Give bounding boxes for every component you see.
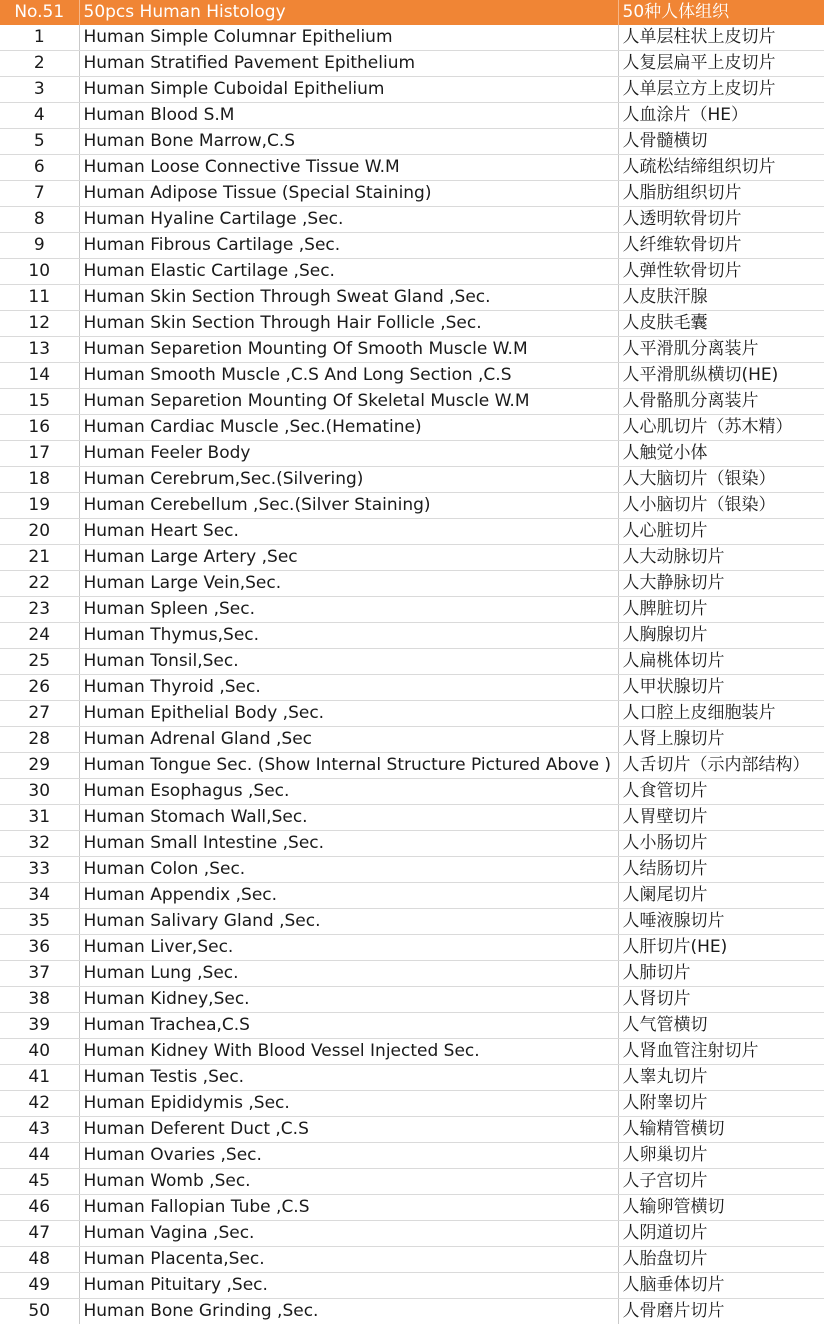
row-english-name: Human Simple Cuboidal Epithelium <box>79 77 618 103</box>
table-row <box>0 883 824 909</box>
row-number: 25 <box>0 649 79 675</box>
row-number: 15 <box>0 389 79 415</box>
table-row <box>0 311 824 337</box>
row-english-name: Human Elastic Cartilage ,Sec. <box>79 259 618 285</box>
table-header <box>0 0 824 25</box>
table-row <box>0 831 824 857</box>
row-number: 38 <box>0 987 79 1013</box>
row-number: 30 <box>0 779 79 805</box>
row-chinese-name: 人胃壁切片 <box>618 805 824 831</box>
row-english-name: Human Smooth Muscle ,C.S And Long Section ,C.S <box>79 363 618 389</box>
row-chinese-name: 人卵巢切片 <box>618 1143 824 1169</box>
row-chinese-name: 人脑垂体切片 <box>618 1273 824 1299</box>
header-chinese-title: 50种人体组织 <box>618 0 824 25</box>
row-chinese-name: 人食管切片 <box>618 779 824 805</box>
row-english-name: Human Blood S.M <box>79 103 618 129</box>
row-chinese-name: 人复层扁平上皮切片 <box>618 51 824 77</box>
row-number: 32 <box>0 831 79 857</box>
table-row <box>0 51 824 77</box>
row-english-name: Human Lung ,Sec. <box>79 961 618 987</box>
row-chinese-name: 人脾脏切片 <box>618 597 824 623</box>
row-english-name: Human Appendix ,Sec. <box>79 883 618 909</box>
table-body <box>0 25 824 1324</box>
table-row <box>0 1117 824 1143</box>
table-row <box>0 77 824 103</box>
table-row <box>0 129 824 155</box>
row-chinese-name: 人结肠切片 <box>618 857 824 883</box>
row-chinese-name: 人平滑肌纵横切(HE) <box>618 363 824 389</box>
row-english-name: Human Tongue Sec. (Show Internal Structure Pictured Above ) <box>79 753 618 779</box>
row-number: 31 <box>0 805 79 831</box>
row-number: 36 <box>0 935 79 961</box>
table-row <box>0 1195 824 1221</box>
table-row <box>0 987 824 1013</box>
table-row <box>0 155 824 181</box>
row-english-name: Human Bone Marrow,C.S <box>79 129 618 155</box>
row-english-name: Human Adrenal Gland ,Sec <box>79 727 618 753</box>
row-number: 16 <box>0 415 79 441</box>
row-english-name: Human Liver,Sec. <box>79 935 618 961</box>
row-chinese-name: 人骨磨片切片 <box>618 1299 824 1324</box>
row-number: 3 <box>0 77 79 103</box>
row-english-name: Human Womb ,Sec. <box>79 1169 618 1195</box>
table-row <box>0 493 824 519</box>
table-row <box>0 1143 824 1169</box>
row-chinese-name: 人肾上腺切片 <box>618 727 824 753</box>
table-row <box>0 1065 824 1091</box>
row-number: 35 <box>0 909 79 935</box>
row-english-name: Human Feeler Body <box>79 441 618 467</box>
row-chinese-name: 人平滑肌分离装片 <box>618 337 824 363</box>
row-chinese-name: 人骨骼肌分离装片 <box>618 389 824 415</box>
table-row <box>0 1273 824 1299</box>
row-number: 9 <box>0 233 79 259</box>
row-chinese-name: 人心肌切片（苏木精） <box>618 415 824 441</box>
row-number: 42 <box>0 1091 79 1117</box>
row-english-name: Human Cerebrum,Sec.(Silvering) <box>79 467 618 493</box>
header-row <box>0 0 824 25</box>
row-english-name: Human Bone Grinding ,Sec. <box>79 1299 618 1324</box>
table-row <box>0 1221 824 1247</box>
row-number: 50 <box>0 1299 79 1324</box>
row-english-name: Human Skin Section Through Hair Follicle ,Sec. <box>79 311 618 337</box>
row-english-name: Human Separetion Mounting Of Smooth Muscle W.M <box>79 337 618 363</box>
table-row <box>0 519 824 545</box>
table-row <box>0 857 824 883</box>
row-number: 47 <box>0 1221 79 1247</box>
table-row <box>0 259 824 285</box>
row-number: 18 <box>0 467 79 493</box>
row-english-name: Human Epididymis ,Sec. <box>79 1091 618 1117</box>
row-chinese-name: 人气管横切 <box>618 1013 824 1039</box>
row-number: 10 <box>0 259 79 285</box>
row-english-name: Human Heart Sec. <box>79 519 618 545</box>
row-number: 13 <box>0 337 79 363</box>
row-chinese-name: 人大静脉切片 <box>618 571 824 597</box>
table-row <box>0 233 824 259</box>
row-english-name: Human Deferent Duct ,C.S <box>79 1117 618 1143</box>
row-english-name: Human Cardiac Muscle ,Sec.(Hematine) <box>79 415 618 441</box>
row-english-name: Human Thyroid ,Sec. <box>79 675 618 701</box>
row-chinese-name: 人心脏切片 <box>618 519 824 545</box>
row-english-name: Human Fallopian Tube ,C.S <box>79 1195 618 1221</box>
table-row <box>0 467 824 493</box>
row-chinese-name: 人甲状腺切片 <box>618 675 824 701</box>
row-number: 46 <box>0 1195 79 1221</box>
row-chinese-name: 人大脑切片（银染） <box>618 467 824 493</box>
table-row <box>0 727 824 753</box>
row-chinese-name: 人小肠切片 <box>618 831 824 857</box>
table-row <box>0 1013 824 1039</box>
table-row <box>0 285 824 311</box>
row-english-name: Human Loose Connective Tissue W.M <box>79 155 618 181</box>
row-english-name: Human Esophagus ,Sec. <box>79 779 618 805</box>
row-chinese-name: 人纤维软骨切片 <box>618 233 824 259</box>
row-chinese-name: 人小脑切片（银染） <box>618 493 824 519</box>
row-number: 23 <box>0 597 79 623</box>
row-number: 5 <box>0 129 79 155</box>
row-english-name: Human Tonsil,Sec. <box>79 649 618 675</box>
table-row <box>0 441 824 467</box>
row-english-name: Human Stratified Pavement Epithelium <box>79 51 618 77</box>
row-english-name: Human Colon ,Sec. <box>79 857 618 883</box>
row-english-name: Human Adipose Tissue (Special Staining) <box>79 181 618 207</box>
table-row <box>0 623 824 649</box>
row-chinese-name: 人胸腺切片 <box>618 623 824 649</box>
row-number: 19 <box>0 493 79 519</box>
table-row <box>0 1169 824 1195</box>
row-number: 43 <box>0 1117 79 1143</box>
table-row <box>0 909 824 935</box>
row-chinese-name: 人骨髓横切 <box>618 129 824 155</box>
table-row <box>0 961 824 987</box>
table-row <box>0 805 824 831</box>
row-chinese-name: 人舌切片（示内部结构） <box>618 753 824 779</box>
row-number: 8 <box>0 207 79 233</box>
row-english-name: Human Hyaline Cartilage ,Sec. <box>79 207 618 233</box>
table-row <box>0 103 824 129</box>
row-number: 1 <box>0 25 79 51</box>
row-chinese-name: 人子宫切片 <box>618 1169 824 1195</box>
row-number: 49 <box>0 1273 79 1299</box>
row-chinese-name: 人大动脉切片 <box>618 545 824 571</box>
row-chinese-name: 人睾丸切片 <box>618 1065 824 1091</box>
row-chinese-name: 人唾液腺切片 <box>618 909 824 935</box>
row-english-name: Human Pituitary ,Sec. <box>79 1273 618 1299</box>
table-row <box>0 389 824 415</box>
row-english-name: Human Salivary Gland ,Sec. <box>79 909 618 935</box>
table-row <box>0 363 824 389</box>
row-number: 4 <box>0 103 79 129</box>
row-number: 12 <box>0 311 79 337</box>
row-chinese-name: 人阑尾切片 <box>618 883 824 909</box>
row-number: 33 <box>0 857 79 883</box>
row-number: 28 <box>0 727 79 753</box>
row-english-name: Human Kidney,Sec. <box>79 987 618 1013</box>
row-chinese-name: 人皮肤汗腺 <box>618 285 824 311</box>
row-chinese-name: 人口腔上皮细胞装片 <box>618 701 824 727</box>
row-english-name: Human Trachea,C.S <box>79 1013 618 1039</box>
row-number: 39 <box>0 1013 79 1039</box>
row-english-name: Human Thymus,Sec. <box>79 623 618 649</box>
table-row <box>0 935 824 961</box>
row-number: 24 <box>0 623 79 649</box>
header-number: No.51 <box>0 0 79 25</box>
row-english-name: Human Spleen ,Sec. <box>79 597 618 623</box>
header-english-title: 50pcs Human Histology <box>79 0 618 25</box>
row-english-name: Human Stomach Wall,Sec. <box>79 805 618 831</box>
table-row <box>0 675 824 701</box>
table-row <box>0 415 824 441</box>
row-chinese-name: 人脂肪组织切片 <box>618 181 824 207</box>
row-number: 17 <box>0 441 79 467</box>
row-number: 21 <box>0 545 79 571</box>
row-number: 27 <box>0 701 79 727</box>
row-english-name: Human Vagina ,Sec. <box>79 1221 618 1247</box>
row-english-name: Human Fibrous Cartilage ,Sec. <box>79 233 618 259</box>
row-number: 6 <box>0 155 79 181</box>
row-number: 40 <box>0 1039 79 1065</box>
row-number: 7 <box>0 181 79 207</box>
row-chinese-name: 人肝切片(HE) <box>618 935 824 961</box>
table-row <box>0 597 824 623</box>
row-number: 37 <box>0 961 79 987</box>
table-row <box>0 649 824 675</box>
row-chinese-name: 人阴道切片 <box>618 1221 824 1247</box>
row-number: 2 <box>0 51 79 77</box>
row-chinese-name: 人血涂片（HE） <box>618 103 824 129</box>
table-row <box>0 1091 824 1117</box>
row-english-name: Human Simple Columnar Epithelium <box>79 25 618 51</box>
row-number: 45 <box>0 1169 79 1195</box>
row-chinese-name: 人触觉小体 <box>618 441 824 467</box>
row-chinese-name: 人扁桃体切片 <box>618 649 824 675</box>
row-number: 11 <box>0 285 79 311</box>
row-chinese-name: 人肾切片 <box>618 987 824 1013</box>
table-row <box>0 753 824 779</box>
row-number: 20 <box>0 519 79 545</box>
row-english-name: Human Epithelial Body ,Sec. <box>79 701 618 727</box>
row-number: 14 <box>0 363 79 389</box>
row-number: 34 <box>0 883 79 909</box>
row-chinese-name: 人单层立方上皮切片 <box>618 77 824 103</box>
row-english-name: Human Placenta,Sec. <box>79 1247 618 1273</box>
row-number: 41 <box>0 1065 79 1091</box>
row-number: 29 <box>0 753 79 779</box>
row-chinese-name: 人疏松结缔组织切片 <box>618 155 824 181</box>
table-row <box>0 701 824 727</box>
row-chinese-name: 人肺切片 <box>618 961 824 987</box>
row-chinese-name: 人输卵管横切 <box>618 1195 824 1221</box>
table-row <box>0 25 824 51</box>
row-english-name: Human Ovaries ,Sec. <box>79 1143 618 1169</box>
row-chinese-name: 人胎盘切片 <box>618 1247 824 1273</box>
row-chinese-name: 人单层柱状上皮切片 <box>618 25 824 51</box>
table-row <box>0 1039 824 1065</box>
table-row <box>0 181 824 207</box>
row-number: 48 <box>0 1247 79 1273</box>
table-row <box>0 207 824 233</box>
row-english-name: Human Large Artery ,Sec <box>79 545 618 571</box>
row-chinese-name: 人透明软骨切片 <box>618 207 824 233</box>
row-number: 26 <box>0 675 79 701</box>
table-row <box>0 1247 824 1273</box>
row-english-name: Human Large Vein,Sec. <box>79 571 618 597</box>
row-chinese-name: 人附睾切片 <box>618 1091 824 1117</box>
row-english-name: Human Cerebellum ,Sec.(Silver Staining) <box>79 493 618 519</box>
table-row <box>0 337 824 363</box>
row-chinese-name: 人皮肤毛囊 <box>618 311 824 337</box>
table-row <box>0 545 824 571</box>
row-english-name: Human Small Intestine ,Sec. <box>79 831 618 857</box>
row-english-name: Human Separetion Mounting Of Skeletal Muscle W.M <box>79 389 618 415</box>
row-chinese-name: 人肾血管注射切片 <box>618 1039 824 1065</box>
table-row <box>0 571 824 597</box>
row-english-name: Human Kidney With Blood Vessel Injected Sec. <box>79 1039 618 1065</box>
row-chinese-name: 人弹性软骨切片 <box>618 259 824 285</box>
table-row <box>0 779 824 805</box>
row-chinese-name: 人输精管横切 <box>618 1117 824 1143</box>
row-english-name: Human Testis ,Sec. <box>79 1065 618 1091</box>
row-english-name: Human Skin Section Through Sweat Gland ,Sec. <box>79 285 618 311</box>
row-number: 22 <box>0 571 79 597</box>
row-number: 44 <box>0 1143 79 1169</box>
table-row <box>0 1299 824 1324</box>
